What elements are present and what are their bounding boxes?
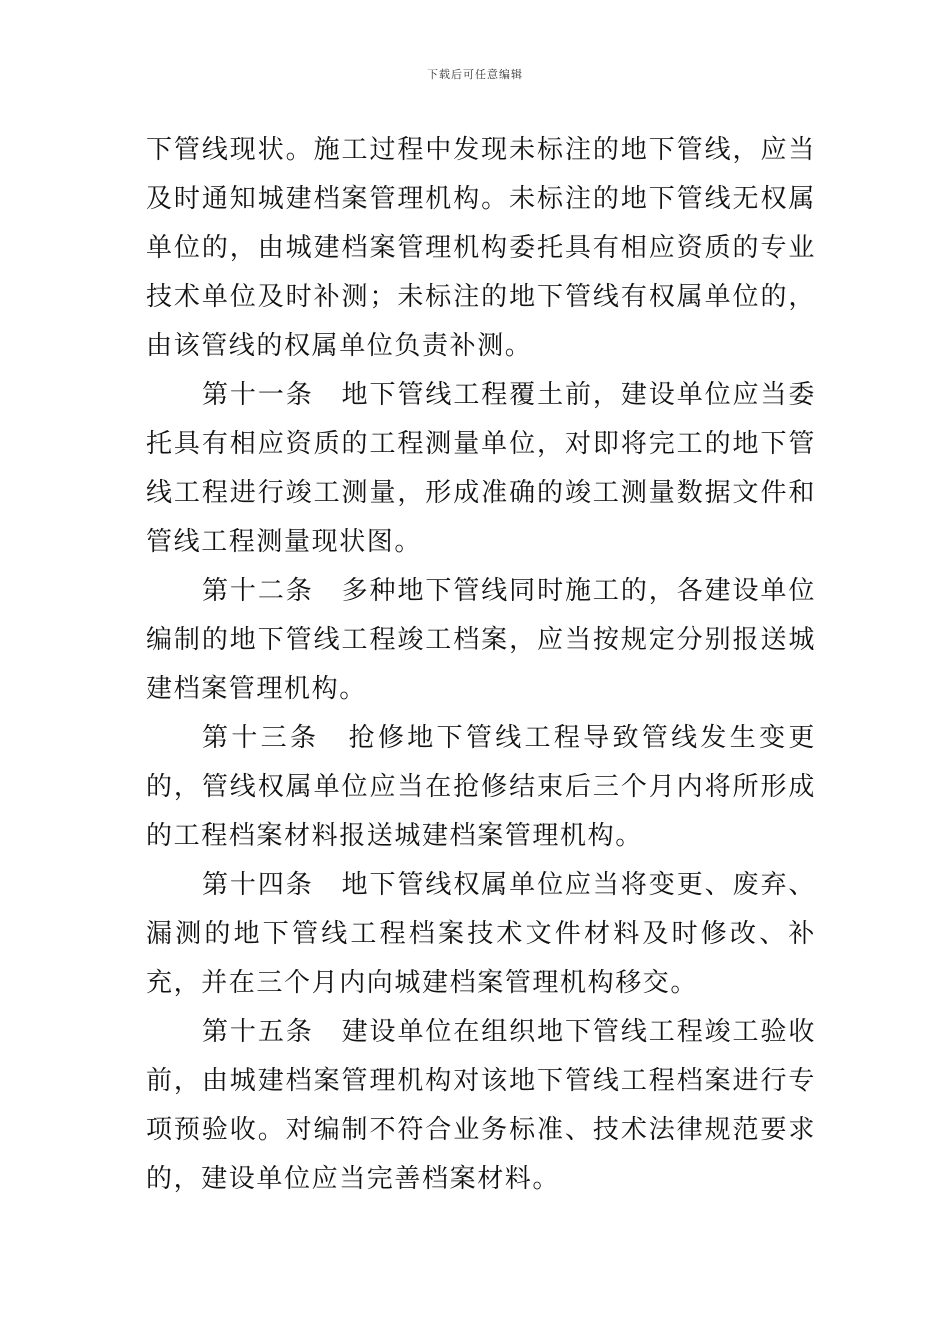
article-11: 第十一条 地下管线工程覆土前，建设单位应当委托具有相应资质的工程测量单位，对即将完工的地下管线工程进行竣工测量，形成准确的竣工测量数据文件和管线工程测量现状图。 <box>146 380 816 557</box>
page-header: 下载后可任意编辑 <box>427 68 523 81</box>
paragraph-continuation: 下管线现状。施工过程中发现未标注的地下管线，应当及时通知城建档案管理机构。未标注的地下管线无权属单位的，由城建档案管理机构委托具有相应资质的专业技术单位及时补测；未标注的地下管线有权属单位的，由该管线的权属单位负责补测。 <box>146 135 816 361</box>
article-14: 第十四条 地下管线权属单位应当将变更、废弃、漏测的地下管线工程档案技术文件材料及时修改、补充，并在三个月内向城建档案管理机构移交。 <box>146 870 816 998</box>
document-body <box>146 126 816 1204</box>
article-15: 第十五条 建设单位在组织地下管线工程竣工验收前，由城建档案管理机构对该地下管线工程档案进行专项预验收。对编制不符合业务标准、技术法律规范要求的，建设单位应当完善档案材料。 <box>146 1017 816 1194</box>
article-12: 第十二条 多种地下管线同时施工的，各建设单位编制的地下管线工程竣工档案，应当按规定分别报送城建档案管理机构。 <box>146 576 816 704</box>
article-13: 第十三条 抢修地下管线工程导致管线发生变更的，管线权属单位应当在抢修结束后三个月内将所形成的工程档案材料报送城建档案管理机构。 <box>146 723 816 851</box>
